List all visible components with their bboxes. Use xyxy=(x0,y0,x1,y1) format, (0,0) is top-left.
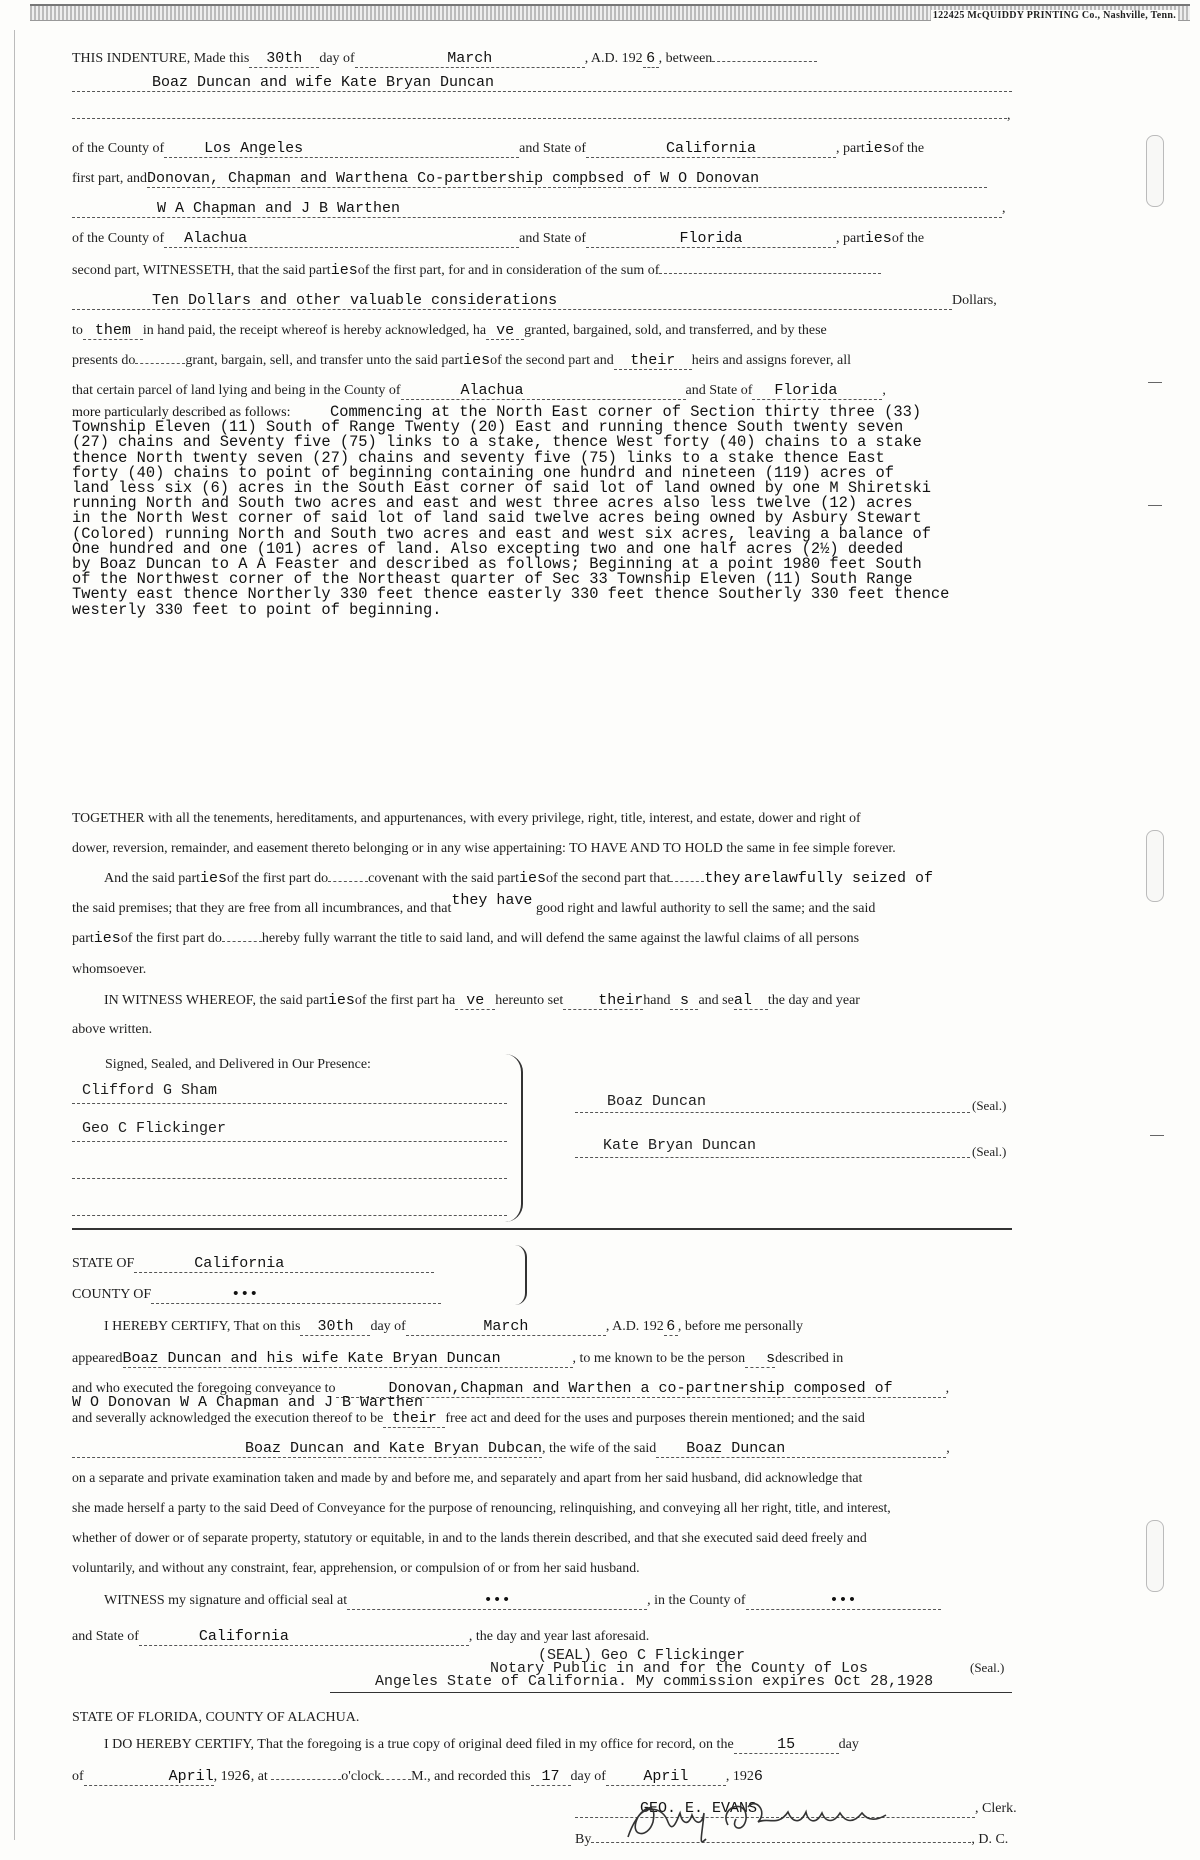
deed-page: 122425 McQUIDDY PRINTING Co., Nashville, Tenn. THIS INDENTURE, Made this 30th day of March , A.D. 192 6 , between Boaz Duncan and wife Kate Bryan Duncan , of the County of Los Angeles and State of California , partiesof the first part, andDonovan, Chapman and Warthena Co-partbership compbsed of W O Donovan W A Chapman and J B Warthen , of the County of Alachua and State of Florida , partiesof the second part, WITNESSETH, that the said partiesof the first part, for and in consideration of the sum of Ten Dollars and other valuable considerations Dollars, to them in hand paid, the receipt whereof is hereby acknowledged, ha ve granted, bargained, sold, and transferred, and by these presents do grant, bargain, sell, and transfer unto the said partiesof the second part and their heirs and assigns forever, all that certain parcel of land lying and being in the County of Alachua and State of Florida , more particularly described as follows: Commencing at the North East corner of Section thirty three (33) Township Eleven (11) South of Range Twenty (20) East and running thence South twenty seven (27) chains and Seventy five (75) links to a stake, thence West forty (40) chains to a stake thence North twenty seven (27) chains and seventy five (75) links to a stake thence East forty (40) chains to point of beginning containing one hundrd and nineteen (119) acres of land less six (6) acres in the South East corner of said lot of land owned by one M Shiretski running North and South two acres and east and west three acres also less twelve (12) acres in the North West corner of said lot of land said twelve acres being owned by Asbury Stewart (Colored) running North and South two acres and east and west six acres, leaving a balance of One hundred and one (101) acres of land. Also excepting two and one half acres (2½) deeded by Boaz Duncan to A A Feaster and described as follows; Beginning at a point 1980 feet South of the Northwest corner of the Northeast quarter of Sec 33 Township Eleven (11) South Range Twenty east thence Northerly 330 feet thence easterly 330 feet thence Southerly 330 feet thence westerly 330 feet to point of beginning. TOGETHER with all the tenements, hereditaments, and appurtenances, with every privilege, right, title, interest, and estate, dower and right of dower, reversion, remainder, and easement thereto belonging or in any wise appertaining: TO HAVE AND TO HOLD the same in fee simple forever. And the said partiesof the first part do covenant with the said partiesof the second part that they arelawfully seized of the said premises; that they are free from all incumbrances, and thatthey have good right and lawful authority to sell the same; and the said partiesof the first part do hereby fully warrant the title to said land, and will defend the same against the lawful claims of all persons whomsoever. IN WITNESS WHEREOF, the said partiesof the first part ha ve hereunto set theirhand s and seal the day and year above written. Signed, Sealed, and Delivered in Our Presence: Clifford G Sham Geo C Flickinger Boaz Duncan (Seal.) Kate Bryan Duncan (Seal.) STATE OF California COUNTY OF ••• I HEREBY CERTIFY, That on this 30th day of March , A.D. 192 6 , before me personally appearedBoaz Duncan and his wife Kate Bryan Duncan , to me known to be the person sdescribed in and who executed the foregoing conveyance to Donovan,Chapman and Warthen a co-partnership composed of , W O Donovan W A Chapman and J B Warthen and severally acknowledged the execution thereof to be their free act and deed for the uses and purposes therein mentioned; and the said Boaz Duncan and Kate Bryan Dubcan, the wife of the said Boaz Duncan , on a separate and private examination taken and made by and before me, and separately and apart from her said husband, did acknowledge that she made herself a party to the said Deed of Conveyance for the purpose of renouncing, relinquishing, and conveying all her right, title, and interest, whether of dower or of separate property, statutory or equitable, in and to the lands therein described, and that she executed said deed freely and voluntarily, and without any constraint, fear, apprehension, or compulsion of or from her said husband. WITNESS my signature and official seal at ••• , in the County of ••• and State of California , the day and year last aforesaid. (SEAL) Geo C Flickinger Notary Public in and for the County of Los Angeles State of California. My commission expires Oct 28,1928 (Seal.) STATE OF FLORIDA, COUNTY OF ALACHUA. I DO HEREBY CERTIFY, That the foregoing is a true copy of original deed filed in my office for record, on the 15 day of April, 1926, at o'clock M., and recorded this 17 day of April , 1926 GEO. E. EVANS , Clerk. By , D. C. xyxy=(0,0,1200,1860)
signature-brace xyxy=(505,1054,523,1222)
consideration-amount: Ten Dollars and other valuable considerations xyxy=(72,292,952,310)
covenant-line: And the said partiesof the first part do covenant with the said partiesof the second part that they arelawfully seized of xyxy=(104,870,933,887)
punch-hole xyxy=(1146,135,1164,207)
ack-county: ••• xyxy=(151,1286,441,1304)
premises-line: the said premises; that they are free from all incumbrances, and thatthey have good right and lawful authority to sell the same; and the said xyxy=(72,892,876,916)
margin-tick xyxy=(1148,505,1162,506)
appeared-persons: Boaz Duncan and his wife Kate Bryan Duncan xyxy=(123,1350,573,1368)
blank-line: , xyxy=(72,108,1012,124)
wife-names: Boaz Duncan and Kate Bryan Dubcan xyxy=(72,1440,542,1458)
notary-seal: (SEAL) Geo C Flickinger xyxy=(538,1647,746,1664)
wife-line: Boaz Duncan and Kate Bryan Dubcan, the wife of the said Boaz Duncan , xyxy=(72,1440,1012,1458)
land-description: more particularly described as follows: Commencing at the North East corner of Section thirty three (33) Township Eleven (11) South of Range Twenty (20) East and running thence South twenty seven (27) chains and Seventy five (75) links to a stake, thence West forty (40) chains to a stake thence North twenty seven (27) chains and seventy five (75) links to a stake thence East forty (40) chains to point of beginning containing one hundrd and nineteen (119) acres of land less six (6) acres in the South East corner of said lot of land owned by one M Shiretski running North and South two acres and east and west three acres also less twelve (12) acres in the North West corner of said lot of land said twelve acres being owned by Asbury Stewart (Colored) running North and South two acres and east and west six acres, leaving a balance of One hundred and one (101) acres of land. Also excepting two and one half acres (2½) deeded by Boaz Duncan to A A Feaster and described as follows; Beginning at a point 1980 feet South of the Northwest corner of the Northeast quarter of Sec 33 Township Eleven (11) South Range Twenty east thence Northerly 330 feet thence easterly 330 feet thence Southerly 330 feet thence westerly 330 feet to point of beginning. xyxy=(72,403,950,619)
certify-line: I HEREBY CERTIFY, That on this 30th day of March , A.D. 192 6 , before me personally xyxy=(104,1318,803,1335)
indenture-month: March xyxy=(355,50,585,68)
notary-title: Notary Public in and for the County of Los xyxy=(490,1660,869,1677)
whomsoever-line: whomsoever. xyxy=(72,962,147,977)
deputy-line: By , D. C. xyxy=(575,1832,1009,1847)
grantee-names: Donovan,Chapman and Warthen a co-partnership composed of xyxy=(336,1380,946,1398)
first-county-line: of the County of Los Angeles and State of California , partiesof the xyxy=(72,140,925,157)
second-party-line-2: W A Chapman and J B Warthen , xyxy=(72,200,1012,218)
witness-2: Geo C Flickinger xyxy=(82,1120,227,1137)
recording-certify: I DO HEREBY CERTIFY, That the foregoing is a true copy of original deed filed in my office for record, on the 15 day xyxy=(104,1736,859,1753)
parcel-county: Alachua xyxy=(401,382,686,400)
second-state: Florida xyxy=(586,230,836,248)
clerk-line: GEO. E. EVANS , Clerk. xyxy=(575,1800,1015,1818)
clerk-name: GEO. E. EVANS xyxy=(575,1800,975,1818)
severally-line: and severally acknowledged the execution thereof to be their free act and deed for the uses and purposes therein mentioned; and the said xyxy=(72,1410,865,1427)
second-party: Donovan, Chapman and Warthena Co-partbership compbsed of W O Donovan xyxy=(147,170,987,188)
recording-date-line: of April, 1926, at o'clock M., and recorded this 17 day of April , 1926 xyxy=(72,1768,763,1785)
first-state: California xyxy=(586,140,836,158)
state-brace xyxy=(515,1245,527,1305)
together-line: TOGETHER with all the tenements, hereditaments, and appurtenances, with every privilege, right, title, interest, and estate, dower and right of xyxy=(72,810,861,825)
punch-hole xyxy=(1146,830,1164,902)
ack-county-line: COUNTY OF ••• xyxy=(72,1286,1012,1304)
presents-line: presents do grant, bargain, sell, and transfer unto the said partiesof the second part and their heirs and assigns forever, all xyxy=(72,352,851,369)
voluntarily-text: voluntarily, and without any constraint, fear, apprehension, or compulsion of or from her said husband. xyxy=(72,1560,640,1575)
ack-state: California xyxy=(134,1255,434,1273)
indenture-line: THIS INDENTURE, Made this 30th day of March , A.D. 192 6 , between xyxy=(72,50,1012,68)
margin-tick xyxy=(1148,382,1162,383)
indenture-day: 30th xyxy=(249,50,319,68)
consideration-line: Ten Dollars and other valuable considerations Dollars, xyxy=(72,292,1012,310)
printer-imprint: 122425 McQUIDDY PRINTING Co., Nashville, Tenn. xyxy=(932,10,1176,21)
recording-heading: STATE OF FLORIDA, COUNTY OF ALACHUA. xyxy=(72,1710,360,1725)
first-county: Los Angeles xyxy=(164,140,519,158)
above-written: above written. xyxy=(72,1022,153,1037)
margin-tick xyxy=(1150,1135,1164,1136)
receipt-line: to them in hand paid, the receipt whereof is hereby acknowledged, ha ve granted, bargained, sold, and transferred, and by these xyxy=(72,322,827,339)
separate-exam: on a separate and private examination taken and made by and before me, and separately and apart from her said husband, did acknowledge that xyxy=(72,1470,863,1485)
second-county: Alachua xyxy=(164,230,519,248)
deputy-clerk-signature xyxy=(618,1767,918,1847)
testimonium-line: IN WITNESS WHEREOF, the said partiesof the first part ha ve hereunto set theirhand s and seal the day and year xyxy=(104,992,860,1009)
presence-label: Signed, Sealed, and Delivered in Our Presence: xyxy=(105,1057,371,1072)
dower-line: dower, reversion, remainder, and easement thereto belonging or in any wise appertaining: TO HAVE AND TO HOLD the same in fee simple forever. xyxy=(72,840,896,855)
first-party-line xyxy=(72,74,1012,92)
ack-state-line: STATE OF California xyxy=(72,1255,1012,1273)
parcel-state: Florida xyxy=(752,382,882,400)
second-party-line: first part, andDonovan, Chapman and Warthena Co-partbership compbsed of W O Donovan xyxy=(72,170,1012,188)
ack-state-2: and State of California , the day and year last aforesaid. xyxy=(72,1628,650,1645)
first-party: Boaz Duncan and wife Kate Bryan Duncan xyxy=(72,74,1012,92)
witness-seal-line: WITNESS my signature and official seal at ••• , in the County of ••• xyxy=(72,1592,1012,1610)
page-edge xyxy=(14,30,15,1840)
section-rule xyxy=(72,1228,1012,1230)
dower-text: whether of dower or of separate property, statutory or equitable, in and to the lands therein described, and that she executed said deed freely and xyxy=(72,1530,867,1545)
parcel-line: that certain parcel of land lying and being in the County of Alachua and State of Florida , xyxy=(72,382,886,399)
party-text: she made herself a party to the said Deed of Conveyance for the purpose of renouncing, relinquishing, and conveying all her right, title, and interest, xyxy=(72,1500,891,1515)
grantor-2: Kate Bryan Duncan xyxy=(603,1137,757,1154)
executed-line: and who executed the foregoing conveyance to Donovan,Chapman and Warthen a co-partnership composed of , xyxy=(72,1380,950,1397)
punch-hole xyxy=(1146,1520,1164,1592)
witness-1: Clifford G Sham xyxy=(82,1082,218,1099)
warrant-line: partiesof the first part do hereby fully warrant the title to said land, and will defend the same against the lawful claims of all persons xyxy=(72,930,860,947)
grantor-1: Boaz Duncan xyxy=(607,1093,707,1110)
grantee-names-2: W O Donovan W A Chapman and J B Warthen xyxy=(72,1394,424,1411)
husband-name: Boaz Duncan xyxy=(656,1440,946,1458)
appeared-line: appearedBoaz Duncan and his wife Kate Bryan Duncan , to me known to be the person sdescribed in xyxy=(72,1350,844,1367)
notary-commission: Angeles State of California. My commission expires Oct 28,1928 xyxy=(375,1673,934,1690)
second-county-line: of the County of Alachua and State of Florida , partiesof the xyxy=(72,230,925,247)
witnesseth-line: second part, WITNESSETH, that the said partiesof the first part, for and in consideration of the sum of xyxy=(72,262,1012,279)
